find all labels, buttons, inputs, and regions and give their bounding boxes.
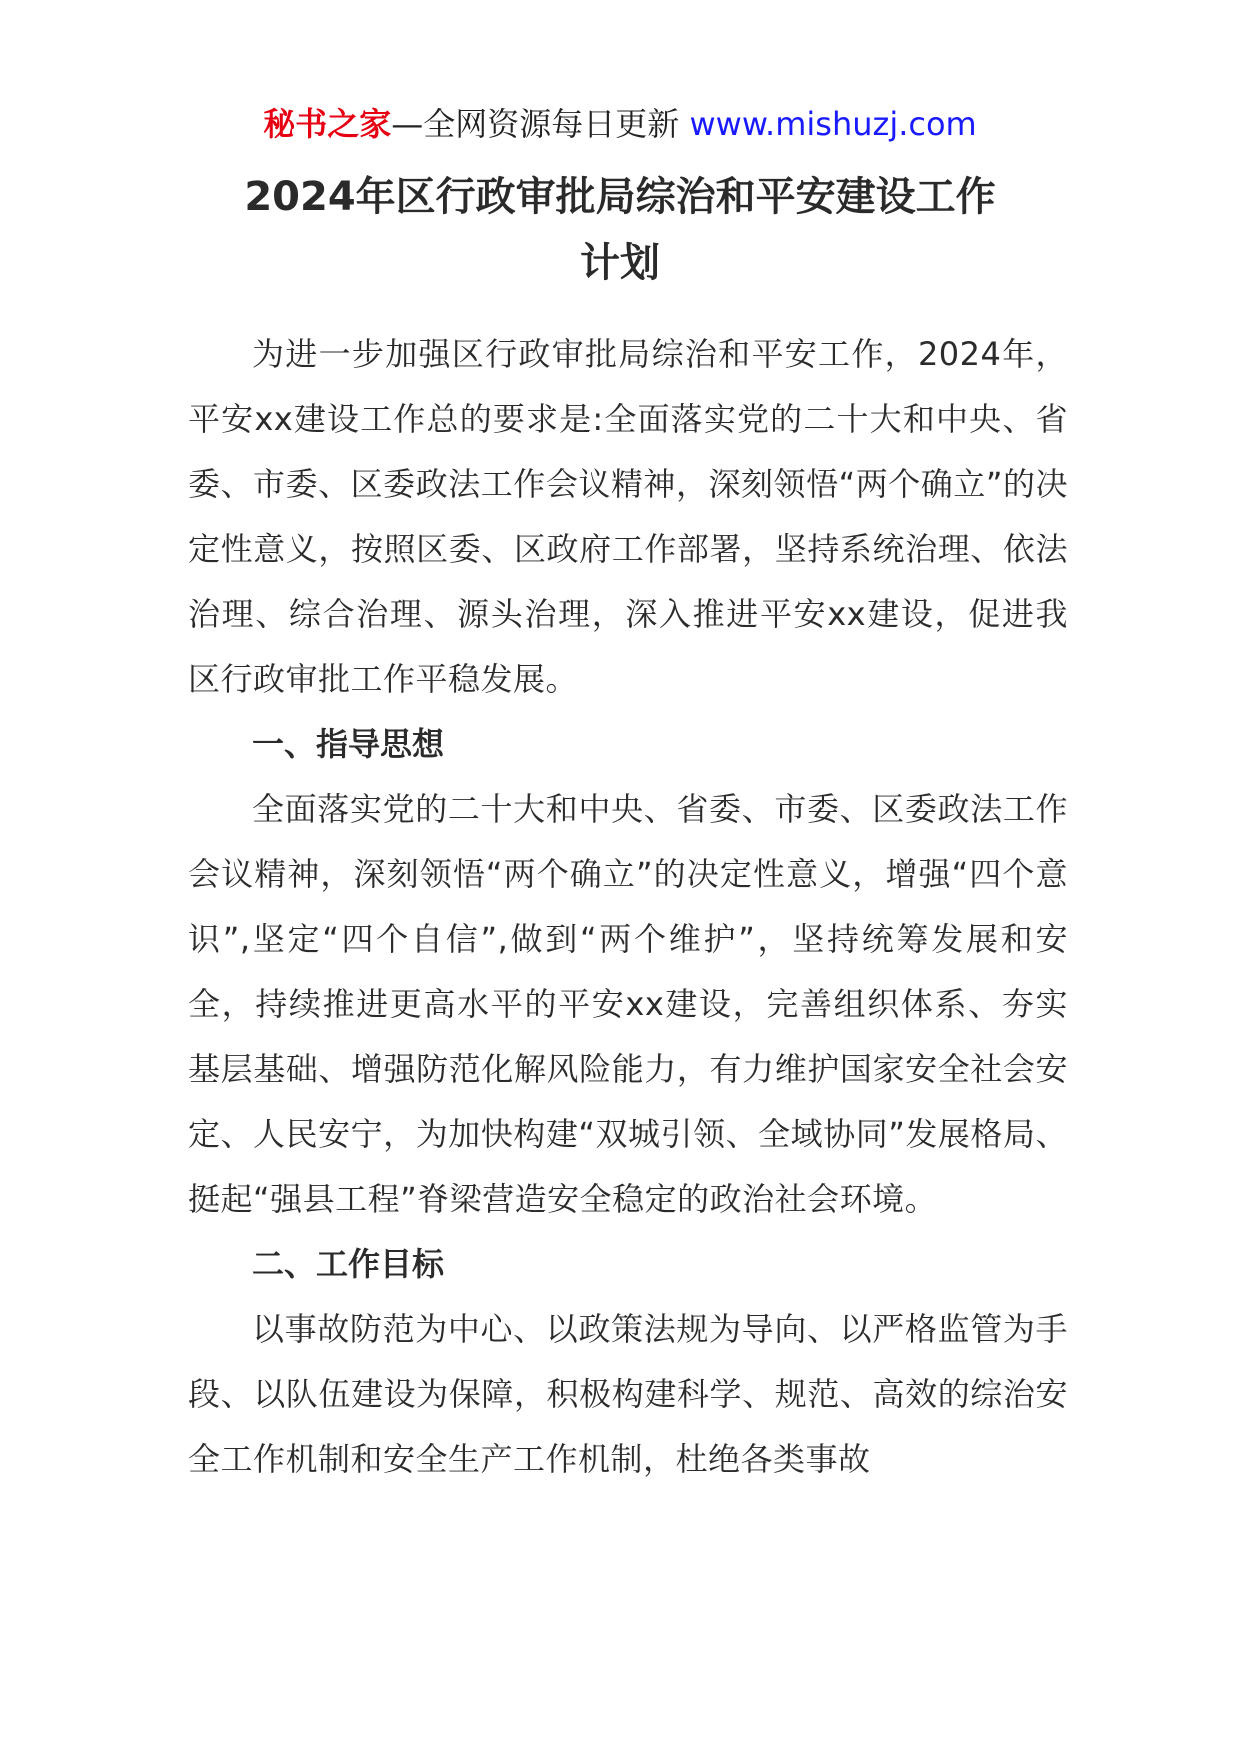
document-body — [188, 322, 1068, 1492]
site-header — [0, 100, 1240, 148]
section-paragraph-guiding-ideology: 全面落实党的二十大和中央、省委、市委、区委政法工作会议精神，深刻领悟“两个确立”的决定性意义，增强“四个意识”,坚定“四个自信”,做到“两个维护”，坚持统筹发展和安全，持续推进更高水平的平安xx建设，完善组织体系、夯实基层基础、增强防范化解风险能力，有力维护国家安全社会安定、人民安宁，为加快构建“双城引领、全域协同”发展格局、挺起“强县工程”脊梁营造安全稳定的政治社会环境。 — [188, 790, 1068, 1218]
section-paragraph-work-goals: 以事故防范为中心、以政策法规为导向、以严格监管为手段、以队伍建设为保障，积极构建科学、规范、高效的综治安全工作机制和安全生产工作机制，杜绝各类事故 — [188, 1310, 1068, 1478]
site-url-link[interactable]: www.mishuzj.com — [689, 105, 977, 143]
section-heading-guiding-ideology: 一、指导思想 — [252, 725, 445, 763]
site-brand: 秘书之家 — [263, 105, 392, 143]
site-tagline: —全网资源每日更新 — [391, 105, 680, 143]
title-line-1: 2024年区行政审批局综治和平安建设工作 — [244, 174, 996, 220]
document-title — [140, 164, 1100, 296]
title-line-2: 计划 — [580, 240, 660, 286]
section-heading-work-goals: 二、工作目标 — [252, 1245, 445, 1283]
intro-paragraph: 为进一步加强区行政审批局综治和平安工作，2024年，平安xx建设工作总的要求是:全面落实党的二十大和中央、省委、市委、区委政法工作会议精神，深刻领悟“两个确立”的决定性意义，按照区委、区政府工作部署，坚持系统治理、依法治理、综合治理、源头治理，深入推进平安xx建设，促进我区行政审批工作平稳发展。 — [188, 335, 1068, 698]
